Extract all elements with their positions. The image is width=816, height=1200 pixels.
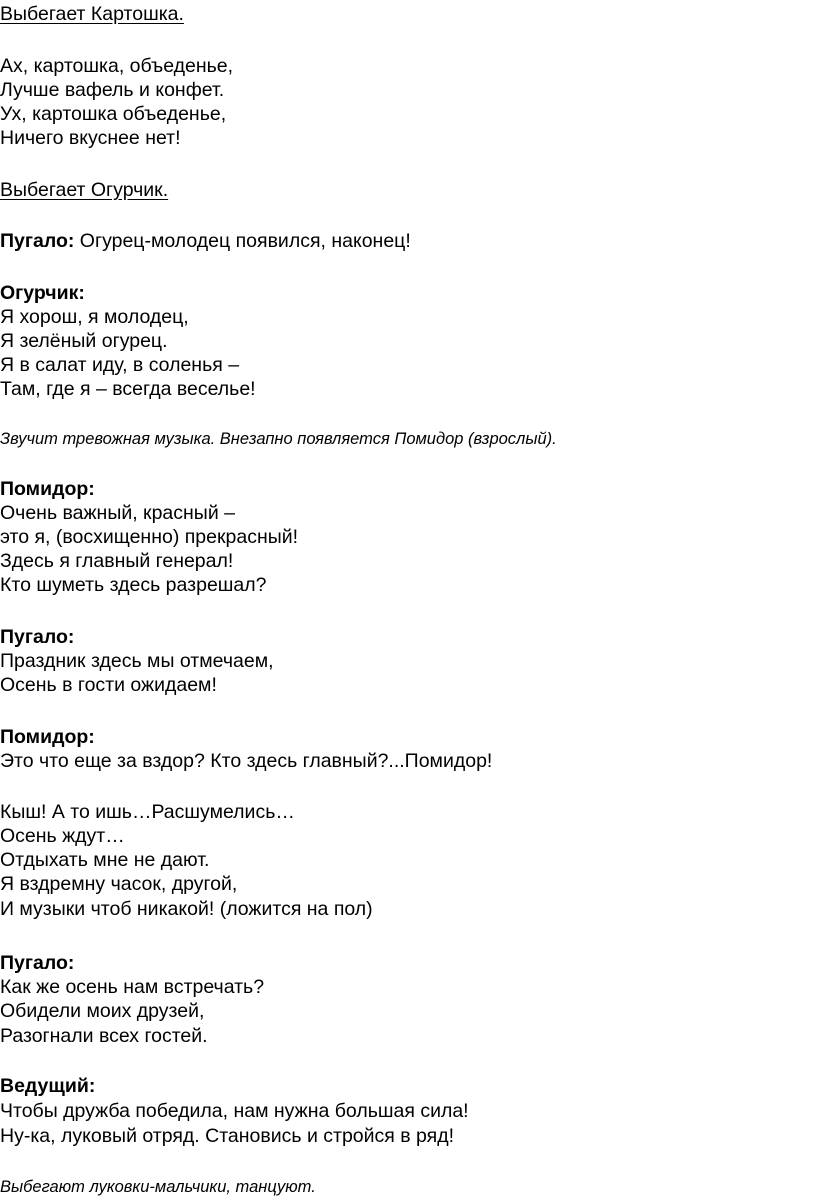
pugalo-line-1 <box>0 229 411 254</box>
vedushchiy-verse-line-1: Чтобы дружба победила, нам нужна большая сила! <box>0 1100 469 1122</box>
pomidor-verse-3-line-5: И музыки чтоб никакой! (ложится на пол) <box>0 898 373 920</box>
pomidor-verse-1-line-2: это я, (восхищенно) прекрасный! <box>0 526 299 548</box>
speaker-pugalo: Пугало: <box>0 626 75 648</box>
pomidor-verse-3-line-1: Кыш! А то ишь…Расшумелись… <box>0 801 295 823</box>
ogurchik-verse-line-4: Там, где я – всегда веселье! <box>0 378 256 400</box>
pomidor-line-2: Это что еще за вздор? Кто здесь главный?...Помидор! <box>0 750 493 772</box>
pomidor-verse-3-line-2: Осень ждут… <box>0 825 125 847</box>
speaker-vedushchiy: Ведущий: <box>0 1075 96 1097</box>
pugalo-verse-2-line-2: Осень в гости ожидаем! <box>0 674 217 696</box>
stage-direction-music: Звучит тревожная музыка. Внезапно появляется Помидор (взрослый). <box>0 430 557 448</box>
vedushchiy-verse-line-2: Ну-ка, луковый отряд. Становись и стройся в ряд! <box>0 1125 455 1147</box>
stage-direction-lukovki: Выбегают луковки-мальчики, танцуют. <box>0 1178 316 1196</box>
pomidor-verse-3-line-3: Отдыхать мне не дают. <box>0 849 210 871</box>
ogurchik-verse-line-3: Я в салат иду, в соленья – <box>0 354 240 376</box>
pomidor-verse-1-line-3: Здесь я главный генерал! <box>0 550 234 572</box>
kartoshka-verse-line-3: Ух, картошка объеденье, <box>0 103 227 125</box>
pugalo-verse-3-line-3: Разогнали всех гостей. <box>0 1025 208 1047</box>
pugalo-line-1-text: Огурец-молодец появился, наконец! <box>74 230 411 252</box>
ogurchik-verse-line-2: Я зелёный огурец. <box>0 330 168 352</box>
speaker-pomidor: Помидор: <box>0 726 95 748</box>
speaker-ogurchik: Огурчик: <box>0 282 85 304</box>
pomidor-verse-1-line-1: Очень важный, красный – <box>0 502 235 524</box>
speaker-pugalo: Пугало: <box>0 230 75 252</box>
pomidor-verse-3-line-4: Я вздремну часок, другой, <box>0 873 238 895</box>
kartoshka-verse-line-2: Лучше вафель и конфет. <box>0 79 225 101</box>
pugalo-verse-3-line-1: Как же осень нам встречать? <box>0 976 265 998</box>
kartoshka-verse-line-4: Ничего вкуснее нет! <box>0 127 181 149</box>
pugalo-verse-3-line-2: Обидели моих друзей, <box>0 1000 205 1022</box>
speaker-pugalo: Пугало: <box>0 952 75 974</box>
speaker-pomidor: Помидор: <box>0 478 95 500</box>
ogurchik-verse-line-1: Я хорош, я молодец, <box>0 306 189 328</box>
stage-direction-ogurchik: Выбегает Огурчик. <box>0 179 169 201</box>
pugalo-verse-2-line-1: Праздник здесь мы отмечаем, <box>0 650 274 672</box>
kartoshka-verse-line-1: Ах, картошка, объеденье, <box>0 55 234 77</box>
stage-direction-kartoshka: Выбегает Картошка. <box>0 3 184 25</box>
pomidor-verse-1-line-4: Кто шуметь здесь разрешал? <box>0 574 267 596</box>
